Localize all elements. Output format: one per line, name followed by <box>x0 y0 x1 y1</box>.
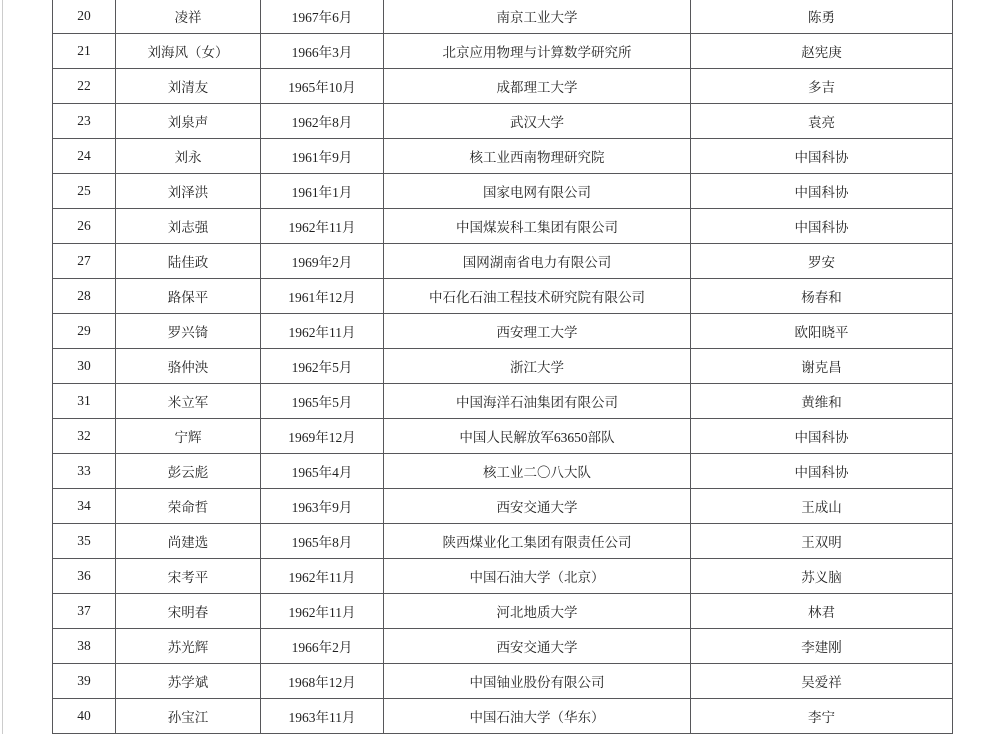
cell-work-unit: 浙江大学 <box>384 349 691 384</box>
cell-recommender: 袁亮 <box>691 104 953 139</box>
cell-work-unit: 武汉大学 <box>384 104 691 139</box>
cell-recommender: 王双明 <box>691 524 953 559</box>
cell-name: 罗兴锜 <box>116 314 261 349</box>
cell-recommender: 黄维和 <box>691 384 953 419</box>
cell-birth-date: 1969年2月 <box>261 244 384 279</box>
cell-name: 刘海风（女） <box>116 34 261 69</box>
cell-recommender: 欧阳晓平 <box>691 314 953 349</box>
cell-name: 米立军 <box>116 384 261 419</box>
cell-work-unit: 河北地质大学 <box>384 594 691 629</box>
cell-work-unit: 国网湖南省电力有限公司 <box>384 244 691 279</box>
table-row <box>53 559 953 594</box>
cell-birth-date: 1967年6月 <box>261 0 384 34</box>
table-row <box>53 314 953 349</box>
table-row <box>53 279 953 314</box>
cell-recommender: 李宁 <box>691 699 953 734</box>
cell-name: 刘志强 <box>116 209 261 244</box>
cell-name: 彭云彪 <box>116 454 261 489</box>
table-row <box>53 0 953 34</box>
cell-work-unit: 南京工业大学 <box>384 0 691 34</box>
cell-serial-number: 39 <box>53 664 116 699</box>
cell-recommender: 中国科协 <box>691 454 953 489</box>
cell-birth-date: 1963年11月 <box>261 699 384 734</box>
cell-serial-number: 37 <box>53 594 116 629</box>
cell-work-unit: 中国石油大学（华东） <box>384 699 691 734</box>
cell-serial-number: 35 <box>53 524 116 559</box>
cell-name: 尚建选 <box>116 524 261 559</box>
cell-serial-number: 29 <box>53 314 116 349</box>
cell-name: 路保平 <box>116 279 261 314</box>
cell-serial-number: 22 <box>53 69 116 104</box>
cell-serial-number: 31 <box>53 384 116 419</box>
cell-serial-number: 28 <box>53 279 116 314</box>
cell-work-unit: 西安理工大学 <box>384 314 691 349</box>
cell-work-unit: 中国人民解放军63650部队 <box>384 419 691 454</box>
cell-work-unit: 中国石油大学（北京） <box>384 559 691 594</box>
cell-serial-number: 23 <box>53 104 116 139</box>
table-row <box>53 524 953 559</box>
cell-recommender: 中国科协 <box>691 139 953 174</box>
cell-name: 荣命哲 <box>116 489 261 524</box>
cell-work-unit: 中国铀业股份有限公司 <box>384 664 691 699</box>
cell-recommender: 苏义脑 <box>691 559 953 594</box>
cell-work-unit: 陕西煤业化工集团有限责任公司 <box>384 524 691 559</box>
table-row <box>53 629 953 664</box>
cell-recommender: 中国科协 <box>691 209 953 244</box>
cell-recommender: 林君 <box>691 594 953 629</box>
cell-name: 凌祥 <box>116 0 261 34</box>
cell-birth-date: 1962年11月 <box>261 559 384 594</box>
table-row <box>53 594 953 629</box>
table-row <box>53 454 953 489</box>
cell-serial-number: 24 <box>53 139 116 174</box>
cell-work-unit: 中国海洋石油集团有限公司 <box>384 384 691 419</box>
cell-name: 苏学斌 <box>116 664 261 699</box>
cell-recommender: 杨春和 <box>691 279 953 314</box>
table-row <box>53 419 953 454</box>
cell-serial-number: 38 <box>53 629 116 664</box>
cell-recommender: 中国科协 <box>691 419 953 454</box>
cell-birth-date: 1965年4月 <box>261 454 384 489</box>
cell-birth-date: 1963年9月 <box>261 489 384 524</box>
cell-work-unit: 中石化石油工程技术研究院有限公司 <box>384 279 691 314</box>
cell-work-unit: 中国煤炭科工集团有限公司 <box>384 209 691 244</box>
cell-work-unit: 核工业西南物理研究院 <box>384 139 691 174</box>
cell-serial-number: 30 <box>53 349 116 384</box>
table-row <box>53 699 953 734</box>
table-row <box>53 69 953 104</box>
cell-work-unit: 西安交通大学 <box>384 489 691 524</box>
cell-work-unit: 核工业二〇八大队 <box>384 454 691 489</box>
cell-birth-date: 1962年11月 <box>261 209 384 244</box>
cell-birth-date: 1962年11月 <box>261 594 384 629</box>
table-row <box>53 34 953 69</box>
table-row <box>53 104 953 139</box>
cell-recommender: 罗安 <box>691 244 953 279</box>
cell-recommender: 谢克昌 <box>691 349 953 384</box>
cell-recommender: 中国科协 <box>691 174 953 209</box>
cell-birth-date: 1962年5月 <box>261 349 384 384</box>
cell-recommender: 多吉 <box>691 69 953 104</box>
cell-recommender: 吴爱祥 <box>691 664 953 699</box>
cell-birth-date: 1962年11月 <box>261 314 384 349</box>
cell-birth-date: 1965年8月 <box>261 524 384 559</box>
cell-work-unit: 成都理工大学 <box>384 69 691 104</box>
table-row <box>53 349 953 384</box>
cell-name: 陆佳政 <box>116 244 261 279</box>
cell-serial-number: 36 <box>53 559 116 594</box>
cell-birth-date: 1962年8月 <box>261 104 384 139</box>
cell-birth-date: 1966年2月 <box>261 629 384 664</box>
cell-recommender: 王成山 <box>691 489 953 524</box>
cell-name: 宁辉 <box>116 419 261 454</box>
cell-recommender: 赵宪庚 <box>691 34 953 69</box>
cell-name: 宋明春 <box>116 594 261 629</box>
cell-name: 刘清友 <box>116 69 261 104</box>
table-row <box>53 384 953 419</box>
cell-serial-number: 25 <box>53 174 116 209</box>
cell-name: 刘泉声 <box>116 104 261 139</box>
cell-birth-date: 1969年12月 <box>261 419 384 454</box>
cell-name: 骆仲泱 <box>116 349 261 384</box>
table-row <box>53 209 953 244</box>
cell-serial-number: 21 <box>53 34 116 69</box>
cell-serial-number: 34 <box>53 489 116 524</box>
cell-serial-number: 40 <box>53 699 116 734</box>
table-row <box>53 174 953 209</box>
cell-name: 刘泽洪 <box>116 174 261 209</box>
cell-serial-number: 20 <box>53 0 116 34</box>
cell-serial-number: 33 <box>53 454 116 489</box>
cell-birth-date: 1961年9月 <box>261 139 384 174</box>
cell-birth-date: 1961年1月 <box>261 174 384 209</box>
cell-work-unit: 国家电网有限公司 <box>384 174 691 209</box>
cell-birth-date: 1965年10月 <box>261 69 384 104</box>
cell-work-unit: 西安交通大学 <box>384 629 691 664</box>
cell-birth-date: 1965年5月 <box>261 384 384 419</box>
table-row <box>53 489 953 524</box>
cell-name: 刘永 <box>116 139 261 174</box>
cell-name: 宋考平 <box>116 559 261 594</box>
cell-name: 苏光辉 <box>116 629 261 664</box>
academician-candidate-table <box>52 0 953 734</box>
page-edge-line <box>2 0 3 734</box>
table-body <box>53 0 953 734</box>
cell-work-unit: 北京应用物理与计算数学研究所 <box>384 34 691 69</box>
cell-serial-number: 32 <box>53 419 116 454</box>
cell-serial-number: 26 <box>53 209 116 244</box>
table-row <box>53 139 953 174</box>
roster-table-container <box>52 0 952 734</box>
cell-birth-date: 1968年12月 <box>261 664 384 699</box>
cell-birth-date: 1961年12月 <box>261 279 384 314</box>
cell-serial-number: 27 <box>53 244 116 279</box>
cell-recommender: 陈勇 <box>691 0 953 34</box>
cell-recommender: 李建刚 <box>691 629 953 664</box>
cell-birth-date: 1966年3月 <box>261 34 384 69</box>
cell-name: 孙宝江 <box>116 699 261 734</box>
table-row <box>53 664 953 699</box>
table-row <box>53 244 953 279</box>
